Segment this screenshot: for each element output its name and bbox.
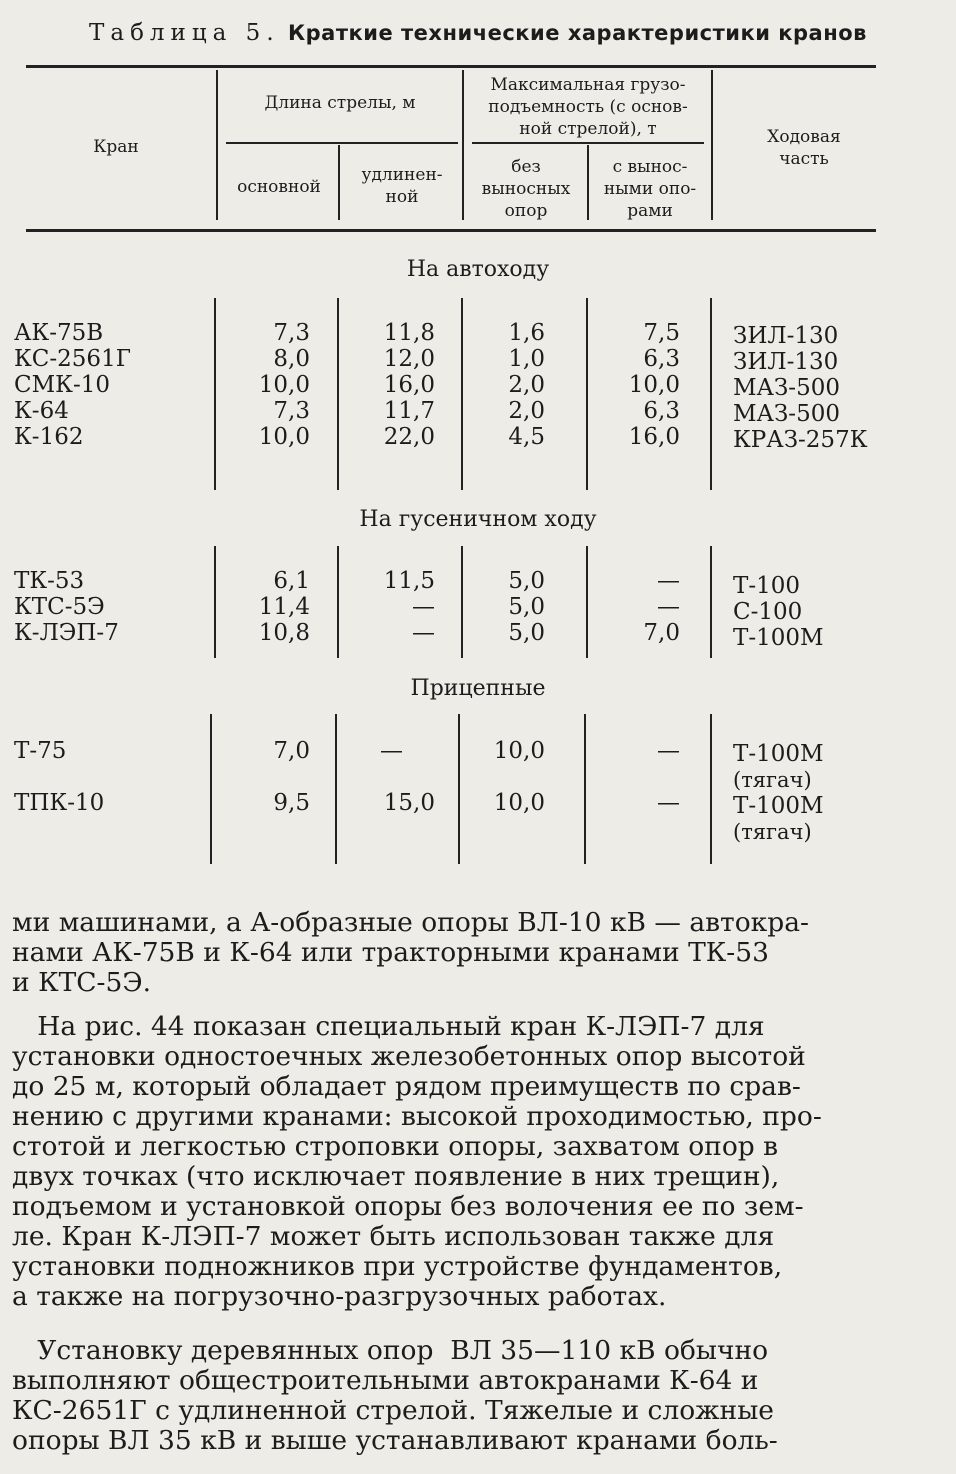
chassis: Т-100М [733,625,824,651]
capacity-no-outriggers: 1,0 [508,346,545,372]
capacity-no-outriggers: 4,5 [508,424,545,450]
boom-main: 10,0 [258,372,310,398]
crane-name: Т-75 [14,738,67,764]
boom-extended: 16,0 [383,372,435,398]
crane-name: КС-2561Г [14,346,131,372]
header-boom-length: Длина стрелы, м [264,93,416,113]
crane-name: К-162 [14,424,84,450]
crane-name: СМК-10 [14,372,110,398]
capacity-no-outriggers: 2,0 [508,398,545,424]
boom-extended: 11,5 [383,568,435,594]
capacity-with-outriggers: — [657,790,680,816]
capacity-with-outriggers: 7,5 [643,320,680,346]
body-paragraph: На рис. 44 показан специальный кран К-ЛЭП-7 для установки одностоечных железобетонных опор высотой до 25 м, который обладает рядом преимуществ по срав- нению с другими кранами: высокой проходимостью, про- стотой и легкостью строповки опоры, захватом опор в двух точках (что исключает появление в них трещин), подъемом и установкой опоры без волочения ее по зем- ле. Кран К-ЛЭП-7 может быть использован также для установки подножников при устройстве фундаментов, а также на погрузочно-разгрузочных работах. [12,1011,822,1312]
boom-extended: — [380,738,403,764]
capacity-with-outriggers: — [657,738,680,764]
header-divider [711,70,713,220]
boom-extended: 12,0 [383,346,435,372]
crane-name: ТК-53 [14,568,85,594]
capacity-no-outriggers: 2,0 [508,372,545,398]
chassis: ЗИЛ-130 [733,323,839,349]
chassis: МАЗ-500 [733,401,840,427]
column-divider [710,298,712,490]
header-boom-main: основной [237,177,321,197]
capacity-with-outriggers: 6,3 [643,346,680,372]
crane-name: К-64 [14,398,69,424]
header-capacity: Максимальная грузо- подъемность (с основ- ной стрелой), т [488,75,688,139]
capacity-no-outriggers: 5,0 [508,568,545,594]
header-chassis: Ходовая часть [767,127,841,169]
boom-main: 10,0 [258,424,310,450]
crane-name: КТС-5Э [14,594,105,620]
column-divider [710,546,712,658]
header-subrule [472,142,704,144]
capacity-no-outriggers: 10,0 [493,738,545,764]
body-paragraph: ми машинами, а А-образные опоры ВЛ-10 кВ — автокра- нами АК-75В и К-64 или тракторными кранами ТК-53 и КТС-5Э. [12,907,809,998]
boom-main: 10,8 [258,620,310,646]
chassis: МАЗ-500 [733,375,840,401]
boom-extended: 11,7 [383,398,435,424]
chassis-note: (тягач) [733,820,812,844]
table-title: Краткие технические характеристики кранов [287,21,867,45]
capacity-with-outriggers: — [657,594,680,620]
section-title: Прицепные [410,676,546,701]
capacity-no-outriggers: 10,0 [493,790,545,816]
capacity-with-outriggers: 7,0 [643,620,680,646]
column-divider [458,714,460,864]
table-caption [0,20,956,46]
chassis: Т-100М [733,793,824,819]
boom-main: 9,5 [273,790,310,816]
column-divider [584,714,586,864]
header-with-outriggers: с вынос- ными опо- рами [603,157,697,221]
header-divider [462,70,464,220]
header-crane: Кран [93,137,139,157]
chassis: Т-100М [733,741,824,767]
capacity-no-outriggers: 5,0 [508,620,545,646]
header-divider [587,145,589,220]
header-divider [216,70,218,220]
table-top-rule [26,65,876,68]
capacity-with-outriggers: — [657,568,680,594]
crane-name: АК-75В [14,320,104,346]
section-title: На гусеничном ходу [359,507,597,532]
capacity-with-outriggers: 10,0 [628,372,680,398]
boom-main: 7,3 [273,398,310,424]
body-paragraph: Установку деревянных опор ВЛ 35—110 кВ обычно выполняют общестроительными автокранами К-64 и КС-2651Г с удлиненной стрелой. Тяжелые и сложные опоры ВЛ 35 кВ и выше устанавливают кранами боль- [12,1335,778,1456]
boom-main: 6,1 [273,568,310,594]
table-header-rule [26,229,876,232]
boom-main: 11,4 [258,594,310,620]
column-divider [710,714,712,864]
crane-name: К-ЛЭП-7 [14,620,119,646]
column-divider [335,714,337,864]
header-boom-extended: удлинен- ной [361,165,443,207]
capacity-with-outriggers: 6,3 [643,398,680,424]
chassis: КРАЗ-257К [733,427,868,453]
boom-extended: 22,0 [383,424,435,450]
crane-name: ТПК-10 [14,790,105,816]
chassis: ЗИЛ-130 [733,349,839,375]
boom-main: 7,0 [273,738,310,764]
boom-extended: — [412,620,435,646]
boom-main: 7,3 [273,320,310,346]
boom-extended: — [412,594,435,620]
chassis-note: (тягач) [733,768,812,792]
capacity-with-outriggers: 16,0 [628,424,680,450]
header-divider [338,145,340,220]
chassis: С-100 [733,599,803,625]
boom-main: 8,0 [273,346,310,372]
column-divider [210,714,212,864]
header-no-outriggers: без выносных опор [481,157,571,221]
capacity-no-outriggers: 1,6 [508,320,545,346]
header-subrule [226,142,458,144]
table-label: Таблица 5. [89,20,280,46]
boom-extended: 11,8 [383,320,435,346]
capacity-no-outriggers: 5,0 [508,594,545,620]
boom-extended: 15,0 [383,790,435,816]
section-title: На автоходу [406,257,550,282]
chassis: Т-100 [733,573,801,599]
